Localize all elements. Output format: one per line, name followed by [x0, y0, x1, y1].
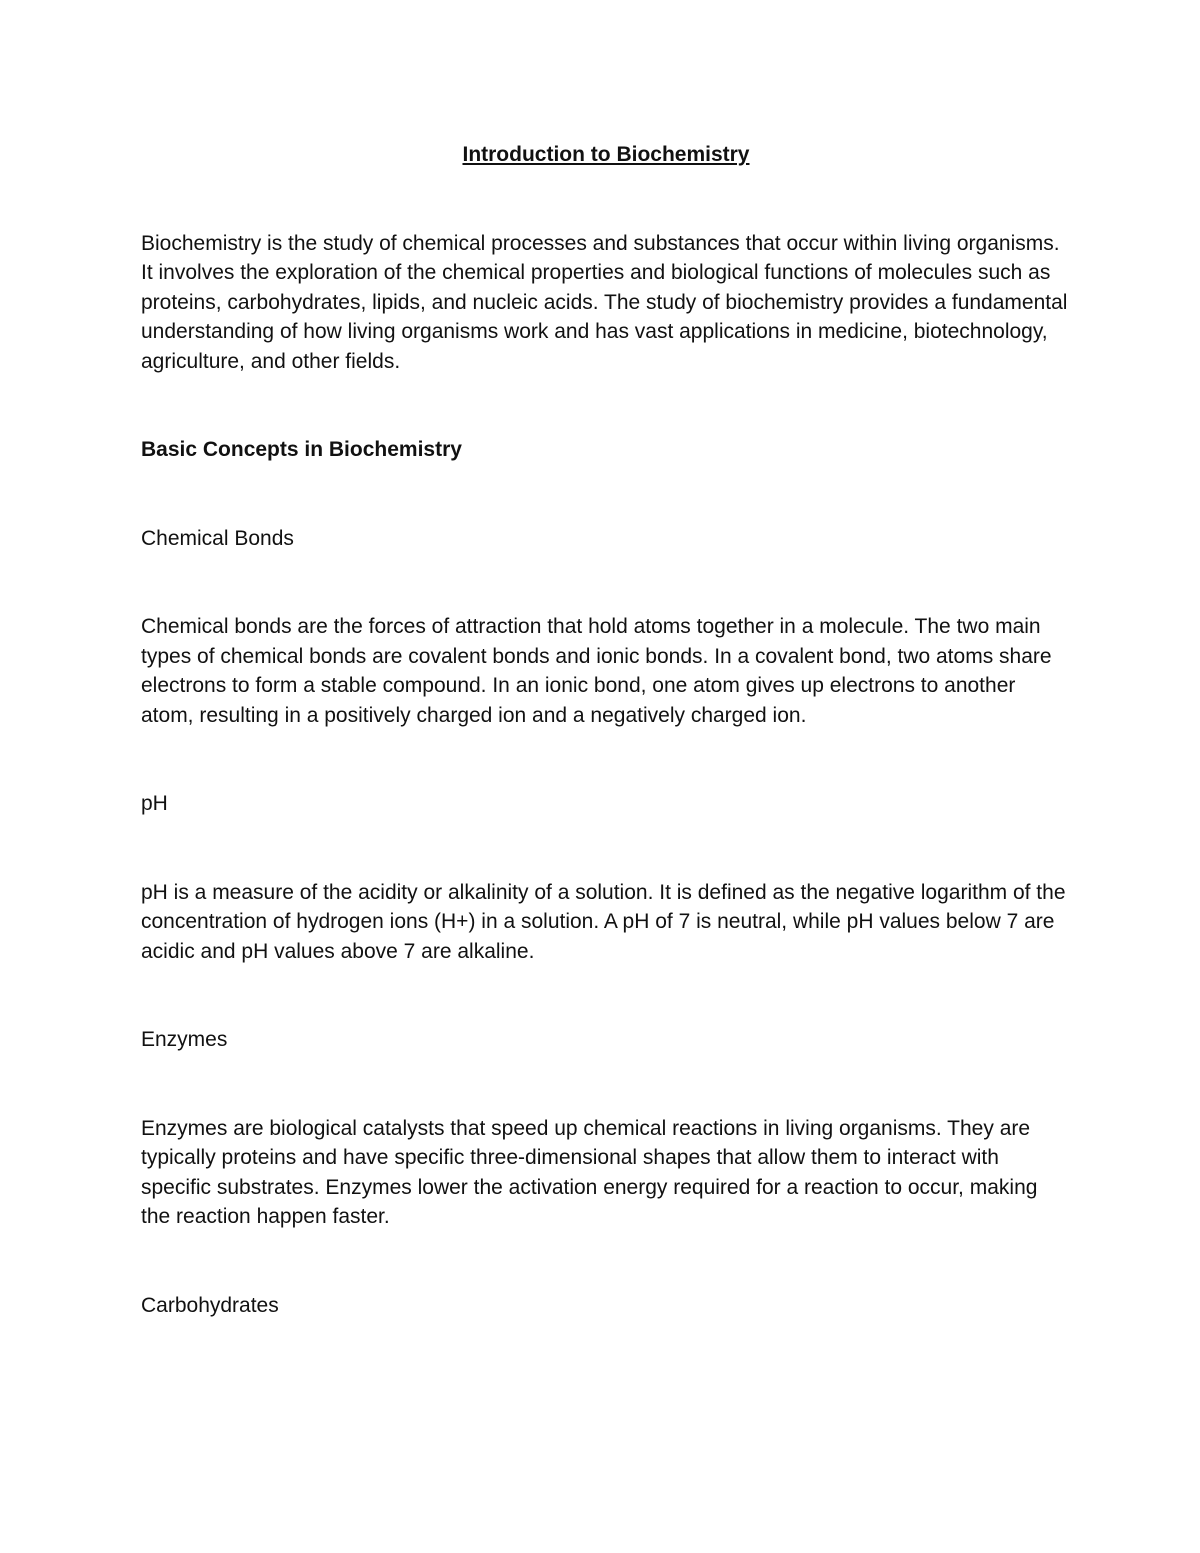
spacer [141, 1055, 1071, 1114]
spacer [141, 170, 1071, 229]
topic-heading-chemical-bonds: Chemical Bonds [141, 526, 294, 550]
section-heading: Basic Concepts in Biochemistry [141, 438, 462, 461]
topic-heading-carbohydrates: Carbohydrates [141, 1293, 279, 1317]
topic-body-enzymes: Enzymes are biological catalysts that speed up chemical reactions in living organisms. They are typically proteins and have specific three-dimensional shapes that allow them to interact with specific substrates. Enzymes lower the activation energy required for a reaction to occur, making the reaction happen faster. [141, 1116, 1038, 1228]
spacer [141, 376, 1071, 435]
document-content [141, 140, 1071, 1320]
intro-paragraph: Biochemistry is the study of chemical processes and substances that occur within living organisms. It involves the exploration of the chemical properties and biological functions of molecules such as proteins, carbohydrates, lipids, and nucleic acids. The study of biochemistry provides a fundamental understanding of how living organisms work and has vast applications in medicine, biotechnology, agriculture, and other fields. [141, 231, 1068, 373]
spacer [141, 966, 1071, 1025]
spacer [141, 730, 1071, 789]
document-title: Introduction to Biochemistry [462, 143, 750, 166]
topic-body-chemical-bonds: Chemical bonds are the forces of attraction that hold atoms together in a molecule. The two main types of chemical bonds are covalent bonds and ionic bonds. In a covalent bond, two atoms share electrons to form a stable compound. In an ionic bond, one atom gives up electrons to another atom, resulting in a positively charged ion and a negatively charged ion. [141, 615, 1052, 727]
topic-heading-ph: pH [141, 792, 168, 815]
spacer [141, 819, 1071, 878]
topic-body-ph: pH is a measure of the acidity or alkalinity of a solution. It is defined as the negative logarithm of the concentration of hydrogen ions (H+) in a solution. A pH of 7 is neutral, while pH values below 7 are acidic and pH values above 7 are alkaline. [141, 880, 1066, 963]
spacer [141, 465, 1071, 524]
spacer [141, 553, 1071, 612]
spacer [141, 1232, 1071, 1291]
topic-heading-enzymes: Enzymes [141, 1028, 228, 1051]
